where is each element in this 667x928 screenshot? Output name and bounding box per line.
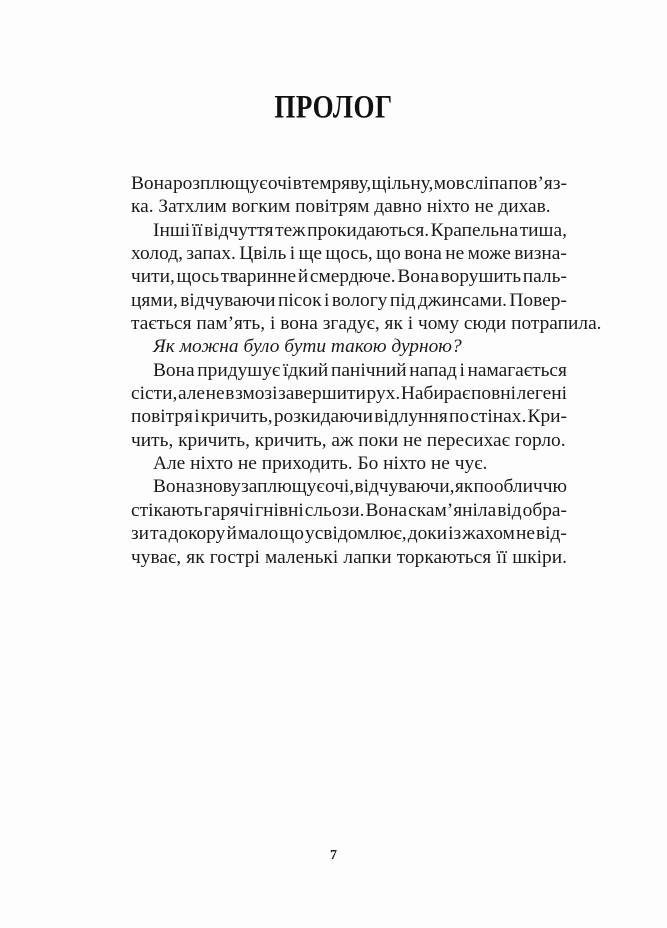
text-line: чуває, як гострі маленькі лапки торкаються її шкіри. xyxy=(131,546,567,568)
text-line: стікають гарячі гнівні сльози. Вона скам’яніла від обра- xyxy=(131,499,567,521)
text-line: зи та докору й мало що усвідомлює, доки із жахом не від- xyxy=(131,523,567,545)
text-line: Але ніхто не приходить. Бо ніхто не чує. xyxy=(153,453,488,475)
text-line: повітря і кричить, розкидаючи відлуння по стінах. Кри- xyxy=(131,406,567,428)
text-line: Інші її відчуття теж прокидаються. Крапельна тиша, xyxy=(153,219,567,241)
text-line: сісти, але не в змозі завершити рух. Набирає повні легені xyxy=(131,383,567,405)
text-line: тається пам’ять, і вона згадує, як і чому сюди потрапила. xyxy=(131,313,602,335)
chapter-title: ПРОЛОГ xyxy=(274,88,393,125)
text-line: чить, кричить, кричить, аж поки не пересихає горло. xyxy=(131,429,566,451)
italic-text-line: Як можна було бути такою дурною? xyxy=(153,336,462,358)
page-number: 7 xyxy=(330,848,337,863)
text-line: чити, щось тваринне й смердюче. Вона ворушить паль- xyxy=(131,266,567,288)
text-line: Вона розплющує очі в темряву, щільну, мов сліпа пов’яз- xyxy=(131,173,567,194)
text-line: холод, запах. Цвіль і ще щось, що вона не може визна- xyxy=(131,243,567,265)
text-line: Вона знову заплющує очі, відчуваючи, як по обличчю xyxy=(153,476,567,498)
text-line: цями, відчуваючи пісок і вологу під джинсами. Повер- xyxy=(131,289,567,311)
text-line: Вона придушує їдкий панічний напад і намагається xyxy=(153,359,567,381)
text-line: ка. Затхлим вогким повітрям давно ніхто не дихав. xyxy=(131,196,551,218)
prologue-text xyxy=(131,172,602,569)
